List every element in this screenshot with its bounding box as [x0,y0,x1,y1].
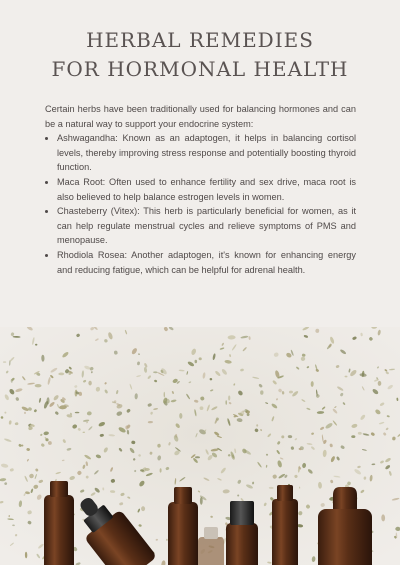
title-line-2: FOR HORMONAL HEALTH [51,57,349,81]
herbs-and-bottles-photo [0,327,400,565]
body-text [45,102,356,277]
list-item-rhodiola: • Rhodiola Rosea: Another adaptogen, it's known for enhancing energy and reducing fatigue, which can be helpful for adrenal health. [57,248,356,277]
list-item-chasteberry: • Chasteberry (Vitex): This herb is particularly beneficial for women, as it can help regulate menstrual cycles and relieve symptoms of PMS and menopause. [57,204,356,248]
herbs-illustration [0,327,400,565]
herb-list [45,131,356,277]
intro-paragraph: Certain herbs have been traditionally used for balancing hormones and can be a natural way to support your endocrine system: [45,104,356,129]
page-title [0,26,400,84]
bottle-5 [226,501,258,565]
list-item-ashwagandha: • Ashwagandha: Known as an adaptogen, it helps in balancing cortisol levels, thereby improving stress response and potentially boosting thyroid function. [57,131,356,175]
title-line-1: HERBAL REMEDIES [86,28,314,52]
list-item-maca-root: • Maca Root: Often used to enhance fertility and sex drive, maca root is also believed to help balance estrogen levels in women. [57,175,356,204]
